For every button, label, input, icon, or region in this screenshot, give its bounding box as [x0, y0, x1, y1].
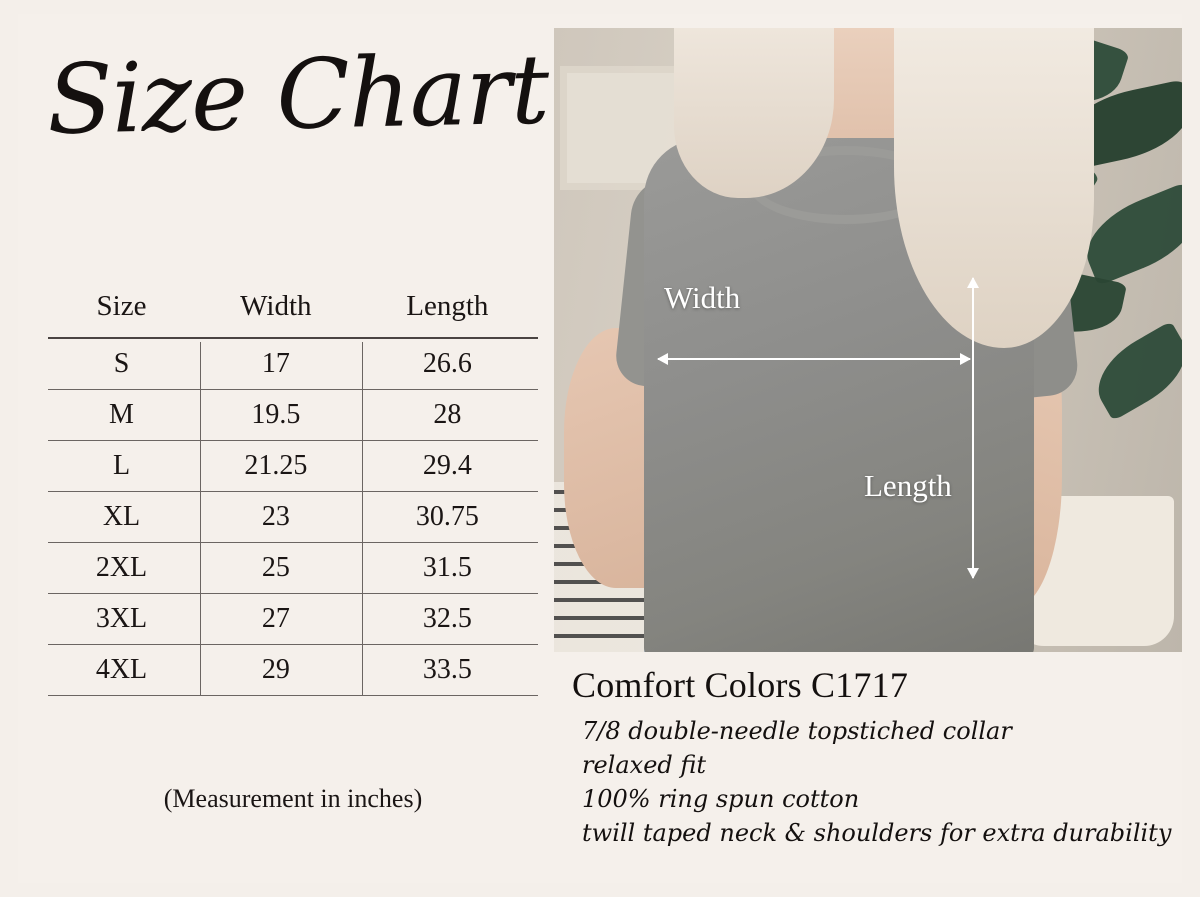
cell-size: 4XL [48, 645, 195, 696]
width-arrow-icon [658, 358, 970, 360]
measurement-note: (Measurement in inches) [163, 784, 423, 813]
cell-width: 27 [195, 594, 357, 645]
cell-width: 23 [195, 492, 357, 543]
cell-width: 19.5 [195, 390, 357, 441]
product-specs [582, 714, 1182, 850]
table-header-row [48, 286, 538, 338]
size-table-container [48, 286, 538, 696]
cell-length: 31.5 [357, 543, 538, 594]
right-panel [554, 14, 1182, 883]
table-row [48, 645, 538, 696]
cell-width: 17 [261, 348, 290, 379]
table-row [48, 390, 538, 441]
left-panel [18, 14, 558, 883]
cell-size: L [48, 441, 195, 492]
column-header-length: Length [406, 290, 489, 322]
table-row [48, 543, 538, 594]
length-label: Length [864, 468, 952, 503]
cell-width: 29 [195, 645, 357, 696]
spec-line: 100% ring spun cotton [582, 785, 860, 814]
page-title: Size Chart [45, 33, 550, 156]
product-name: Comfort Colors C1717 [572, 665, 909, 705]
cell-length: 30.75 [357, 492, 538, 543]
cell-length: 28 [357, 390, 538, 441]
cell-length: 29.4 [357, 441, 538, 492]
cell-size: XL [48, 492, 195, 543]
table-divider-1 [200, 342, 202, 696]
table-row [48, 492, 538, 543]
cell-width: 25 [195, 543, 357, 594]
spec-line: 7/8 double-needle topstiched collar [582, 717, 1012, 745]
column-header-size: Size [96, 290, 147, 322]
cell-length: 32.5 [357, 594, 538, 645]
table-divider-2 [362, 342, 364, 696]
cell-length: 33.5 [357, 645, 538, 696]
cell-size: S [113, 348, 130, 379]
length-arrow-icon [972, 278, 974, 578]
cell-length: 26.6 [422, 348, 472, 379]
column-header-width: Width [240, 290, 312, 322]
cell-width: 21.25 [195, 441, 357, 492]
table-row [48, 441, 538, 492]
width-label: Width [664, 280, 741, 315]
table-row [48, 594, 538, 645]
size-table [48, 286, 538, 696]
table-row [48, 338, 538, 390]
product-photo [554, 28, 1182, 652]
cell-size: 2XL [48, 543, 195, 594]
chart-canvas [18, 14, 1182, 883]
spec-line: relaxed fit [582, 751, 707, 780]
spec-line: twill taped neck & shoulders for extra durability [582, 819, 1172, 848]
cell-size: M [48, 390, 195, 441]
cell-size: 3XL [48, 594, 195, 645]
